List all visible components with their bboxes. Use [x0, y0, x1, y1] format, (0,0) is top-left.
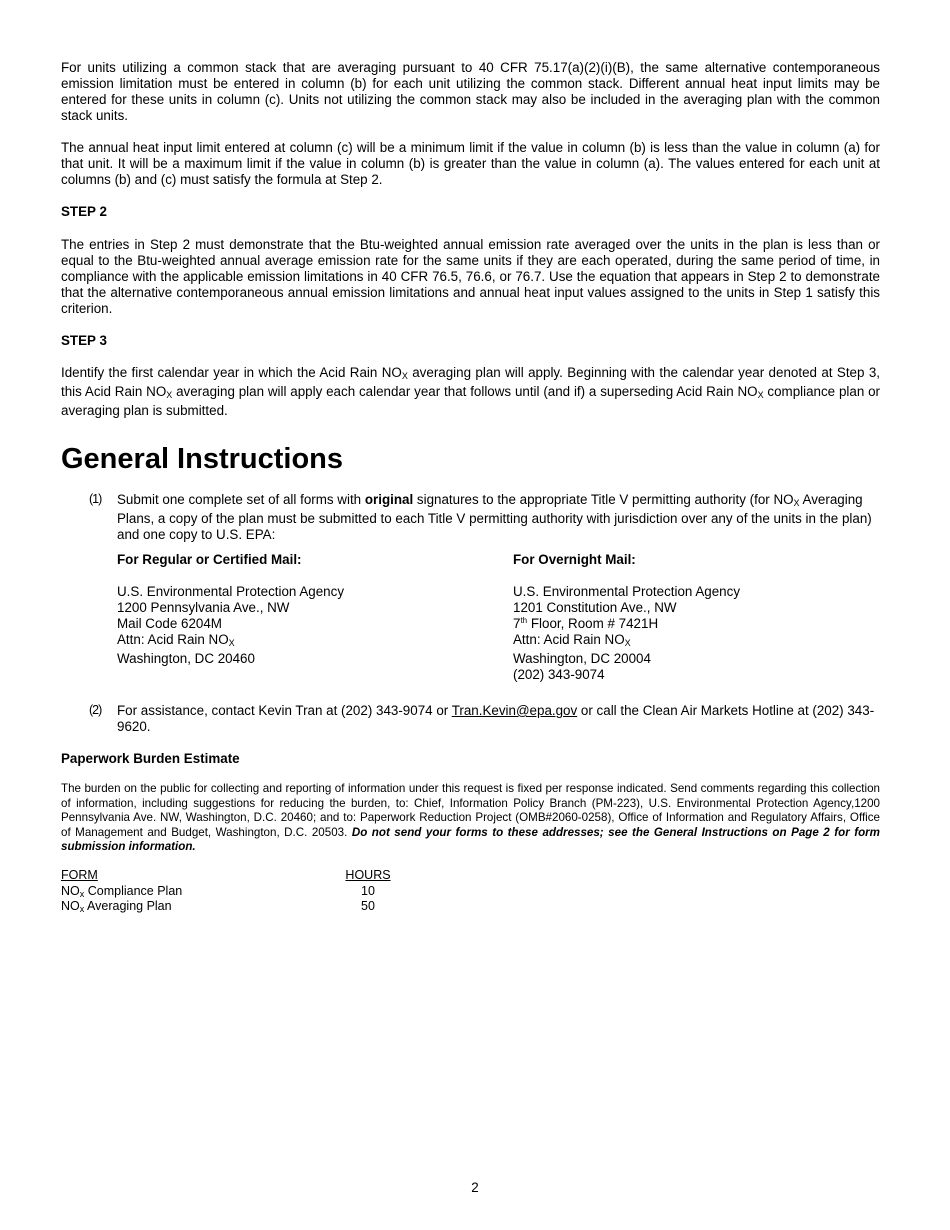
burden-hours-table	[61, 868, 421, 915]
step3-heading: STEP 3	[61, 333, 107, 348]
step2-heading: STEP 2	[61, 204, 107, 219]
paragraph-common-stack: For units utilizing a common stack that are averaging pursuant to 40 CFR 75.17(a)(2)(i)(B), the same alternative contemporaneous emission limitation must be entered in column (b) for each unit utilizing the common stack. Different annual heat input limits may be entered for these units in column (c). Units not utilizing the common stack may also be included in the averaging plan with the common stack units.	[61, 60, 880, 123]
item-number-1: (1)	[89, 492, 102, 506]
table-row: $NO_x$ Compliance Plan 10	[61, 883, 375, 899]
step2-text: The entries in Step 2 must demonstrate that the Btu-weighted annual emission rate averaged over the units in the plan is less than or equal to the Btu-weighted annual average emission rate for the same units if they are each operated, during the same period of time, in compliance with the applicable emission limitations in 40 CFR 76.5, 76.6, or 76.7. Use the equation that appears in Step 2 to demonstrate that the alternative contemporaneous annual emission limitations and annual heat input values assigned to the units in Step 1 satisfy this criterion.	[61, 237, 880, 316]
regular-mail-address: For Regular or Certified Mail: U.S. Environmental Protection Agency 1200 Pennsylvania Ave., NW Mail Code 6204M Attn: Acid Rain $NO_X$ Washington, DC 20460	[117, 552, 345, 666]
item-number-2: (2)	[89, 703, 102, 717]
burden-text: The burden on the public for collecting and reporting of information under this request is fixed per response indicated. Send comments regarding this collection of information, including suggestions for reducing the burden, to: Chief, Information Policy Branch (PM-223), U.S. Environmental Protection Agency,1200 Pennsylvania Ave. NW, Washington, D.C. 20460; and to: Paperwork Reduction Project (OMB#2060-0258), Office of Information and Regulatory Affairs, Office of Management and Budget, Washington, D.C. 20503. Do not send your forms to these addresses; see the General Instructions on Page 2 for form submission information.	[61, 782, 880, 853]
instruction-item-2: For assistance, contact Kevin Tran at (202) 343-9074 or Tran.Kevin@epa.gov or call the Clean Air Markets Hotline at (202) 343-9620.	[117, 703, 875, 734]
page-number: 2	[471, 1180, 479, 1195]
email-link[interactable]: Tran.Kevin@epa.gov	[451, 703, 578, 718]
overnight-mail-address: For Overnight Mail: U.S. Environmental Protection Agency 1201 Constitution Ave., NW 7th Floor, Room # 7421H Attn: Acid Rain $NO_X$ Washington, DC 20004 (202) 343-9074	[513, 552, 741, 682]
paperwork-heading: Paperwork Burden Estimate	[61, 751, 240, 766]
overnight-mail-heading: For Overnight Mail:	[513, 552, 636, 567]
general-instructions-heading: General Instructions	[61, 443, 344, 475]
paragraph-heat-input: The annual heat input limit entered at column (c) will be a minimum limit if the value in column (b) is less than the value in column (a) for that unit. It will be a maximum limit if the value in column (b) is greater than the value in column (a). The values entered for each unit at columns (b) and (c) must satisfy the formula at Step 2.	[61, 140, 880, 187]
table-row: $NO_x$ Averaging Plan 50	[61, 899, 375, 914]
table-header-row: FORM HOURS	[61, 868, 391, 882]
regular-mail-heading: For Regular or Certified Mail:	[117, 552, 302, 567]
instruction-item-1: Submit one complete set of all forms with original signatures to the appropriate Title V permitting authority (for $NO_X$ Averaging Plans, a copy of the plan must be submitted to each Title V permitting authority with jurisdiction over any of the units in the plan) and one copy to U.S. EPA:	[117, 492, 872, 542]
step3-text: Identify the first calendar year in which the Acid Rain $NO_X$ averaging plan will apply. Beginning with the calendar year denoted at Step 3, this Acid Rain $NO_X$ averaging plan will apply each calendar year that follows until (and if) a superseding Acid Rain $NO_X$ compliance plan or averaging plan is submitted.	[61, 365, 880, 418]
